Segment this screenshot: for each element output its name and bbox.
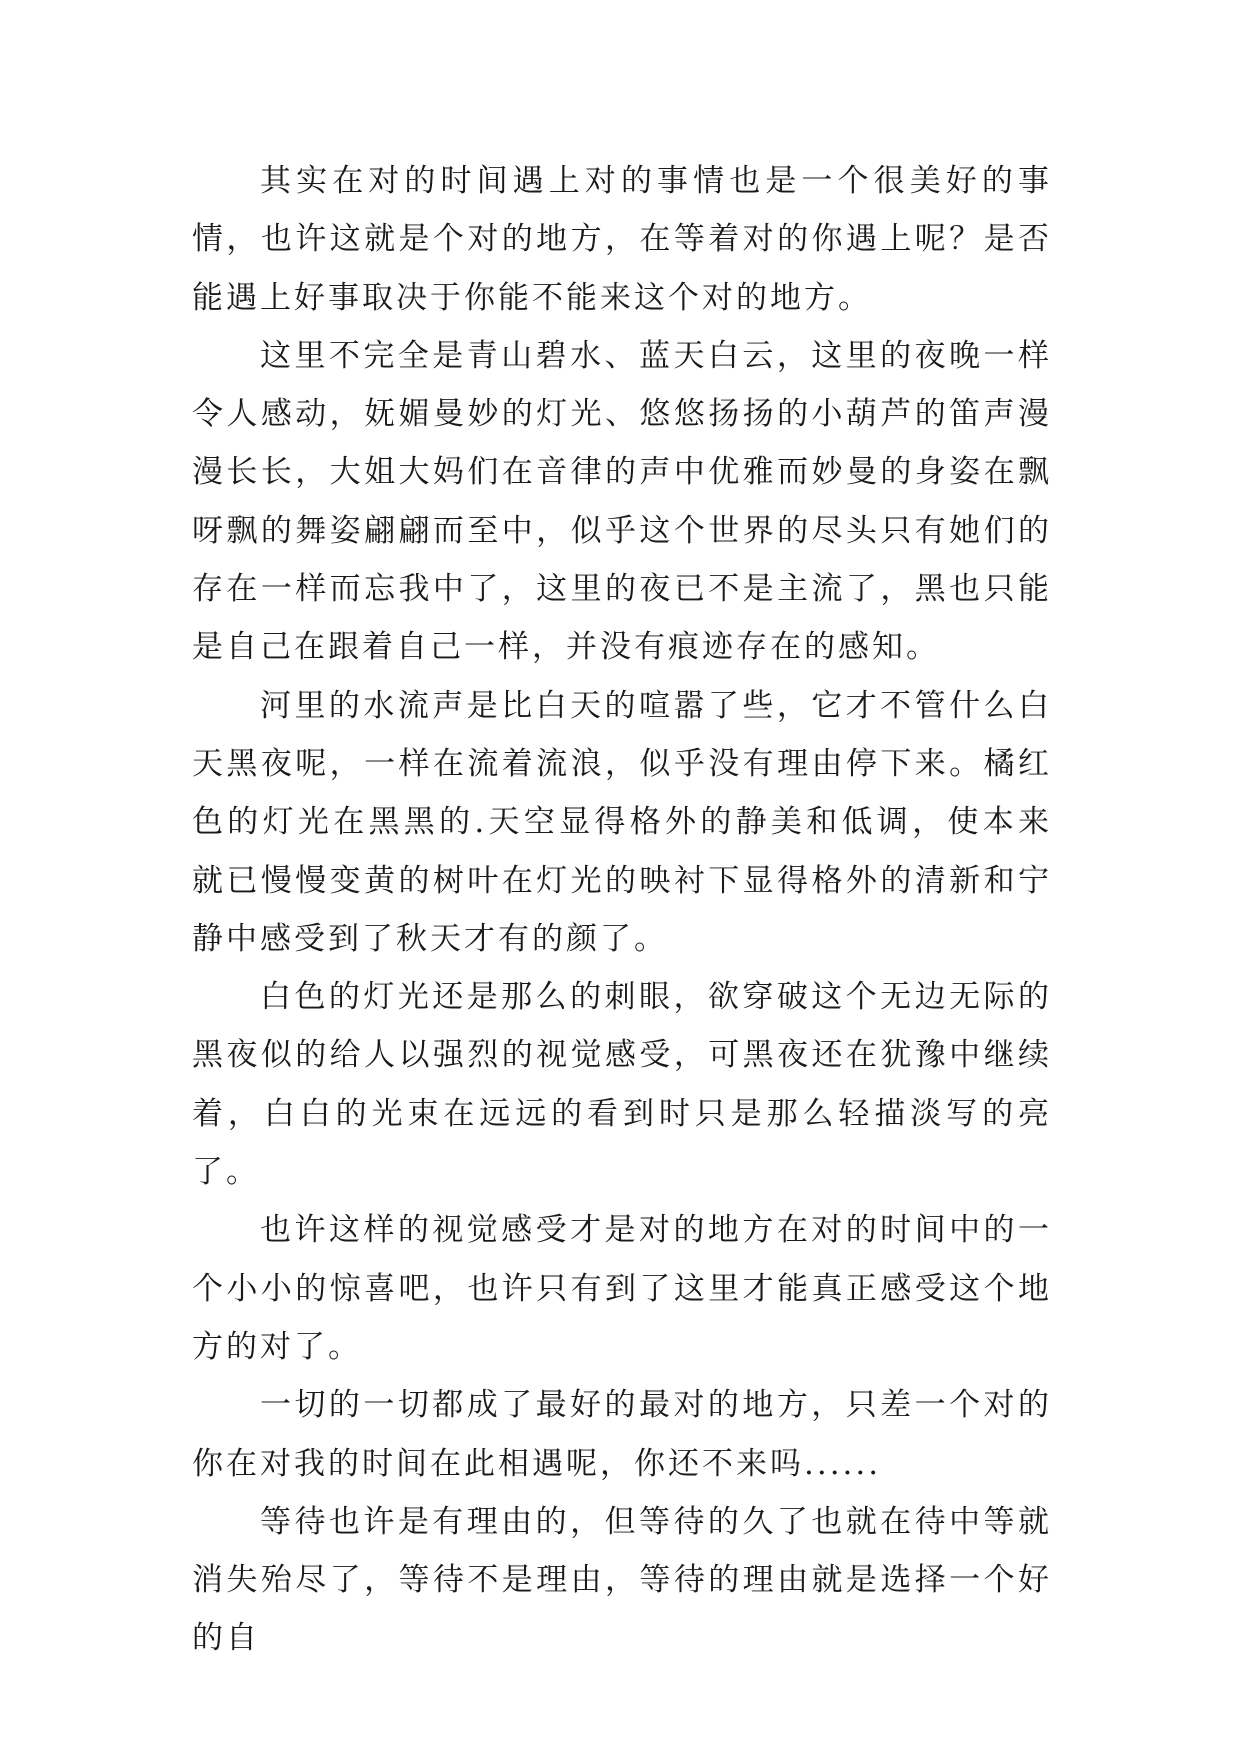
paragraph-1: 其实在对的时间遇上对的事情也是一个很美好的事情，也许这就是个对的地方，在等着对的你遇上呢？是否能遇上好事取决于你能不能来这个对的地方。 xyxy=(192,163,1052,316)
paragraph-4: 白色的灯光还是那么的刺眼，欲穿破这个无边无际的黑夜似的给人以强烈的视觉感受，可黑夜还在犹豫中继续着，白白的光束在远远的看到时只是那么轻描淡写的亮了。 xyxy=(192,979,1052,1191)
paragraph-2: 这里不完全是青山碧水、蓝天白云，这里的夜晚一样令人感动，妩媚曼妙的灯光、悠悠扬扬的小葫芦的笛声漫漫长长，大姐大妈们在音律的声中优雅而妙曼的身姿在飘呀飘的舞姿翩翩而至中，似乎这个世界的尽头只有她们的存在一样而忘我中了，这里的夜已不是主流了，黑也只能是自己在跟着自己一样，并没有痕迹存在的感知。 xyxy=(192,337,1052,666)
paragraph-7: 等待也许是有理由的，但等待的久了也就在待中等就消失殆尽了，等待不是理由，等待的理由就是选择一个好的自 xyxy=(192,1503,1052,1657)
paragraph-6: 一切的一切都成了最好的最对的地方，只差一个对的你在对我的时间在此相遇呢，你还不来吗...... xyxy=(192,1387,1052,1482)
paragraph-5: 也许这样的视觉感受才是对的地方在对的时间中的一个小小的惊喜吧，也许只有到了这里才能真正感受这个地方的对了。 xyxy=(192,1212,1052,1365)
paragraph-3: 河里的水流声是比白天的喧嚣了些，它才不管什么白天黑夜呢，一样在流着流浪，似乎没有理由停下来。橘红色的灯光在黑黑的.天空显得格外的静美和低调，使本来就已慢慢变黄的树叶在灯光的映衬下显得格外的清新和宁静中感受到了秋天才有的颜了。 xyxy=(192,687,1052,957)
document-body xyxy=(192,152,1052,1668)
